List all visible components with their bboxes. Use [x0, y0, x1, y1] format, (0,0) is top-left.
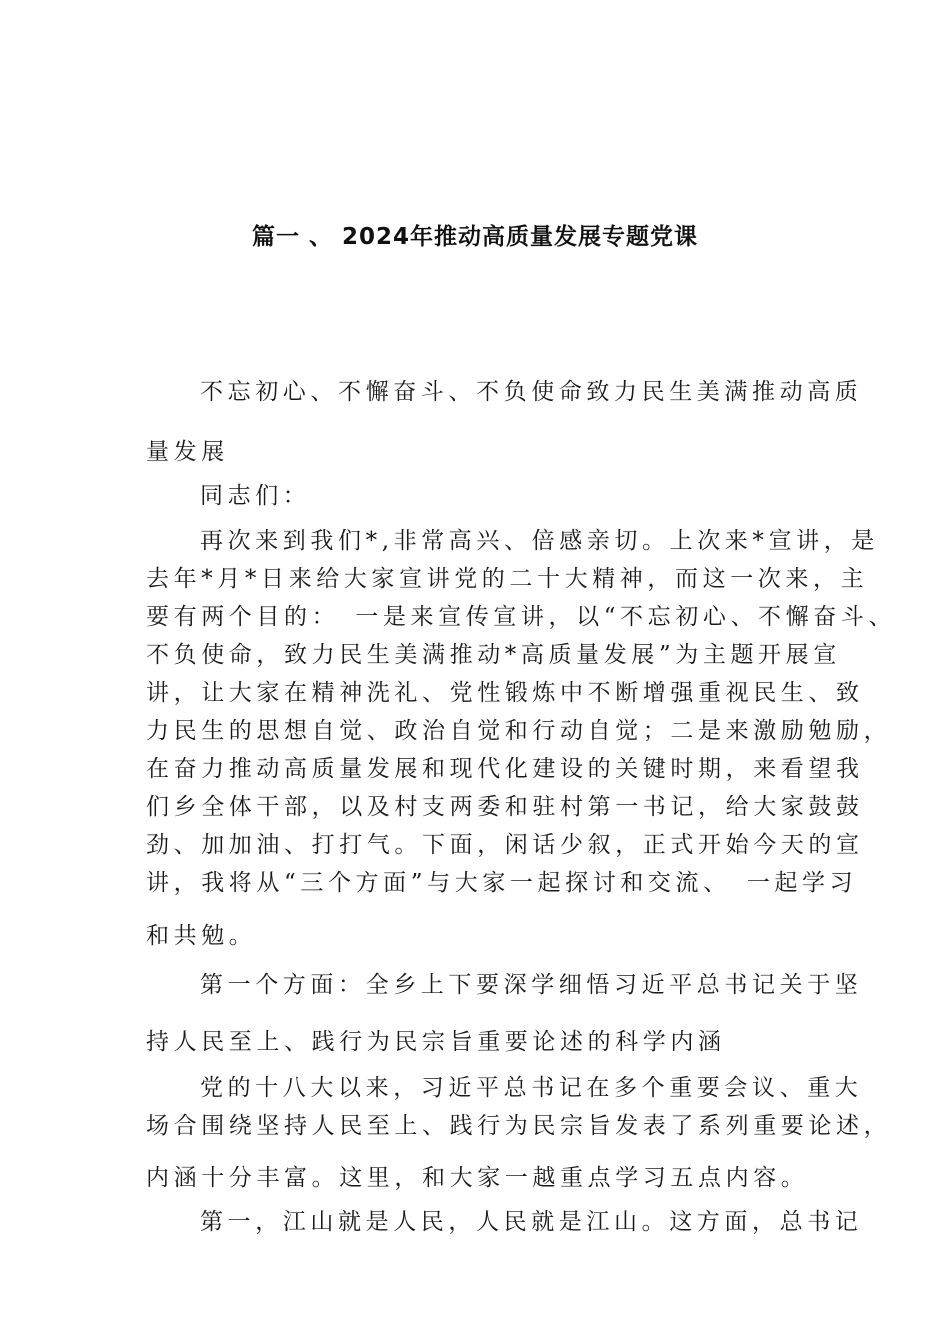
- text-line: 在奋力推动高质量发展和现代化建设的关键时期，来看望我: [146, 756, 864, 782]
- text-line: 内涵十分丰富。这里，和大家一越重点学习五点内容。: [146, 1165, 809, 1191]
- text-line: 不忘初心、不懈奋斗、不负使命致力民生美满推动高质: [200, 379, 863, 405]
- text-line: 持人民至上、践行为民宗旨重要论述的科学内涵: [146, 1029, 726, 1055]
- text-line: 们乡全体干部，以及村支两委和驻村第一书记，给大家鼓鼓: [146, 794, 864, 820]
- text-line: 同志们：: [200, 483, 311, 509]
- text-line: 和共勉。: [146, 923, 257, 949]
- text-line: 劲、加加油、打打气。下面，闲话少叙，正式开始今天的宣: [146, 832, 864, 858]
- document-title: 篇一 、 2024年推动高质量发展专题党课: [251, 224, 699, 250]
- text-line: 第一，江山就是人民，人民就是江山。这方面，总书记: [200, 1209, 863, 1235]
- text-line: 力民生的思想自觉、政治自觉和行动自觉；二是来激励勉励，: [146, 718, 892, 744]
- text-line: 场合围绕坚持人民至上、践行为民宗旨发表了系列重要论述，: [146, 1113, 892, 1139]
- text-line: 不负使命，致力民生美满推动*高质量发展”为主题开展宣: [146, 642, 841, 668]
- text-line: 再次来到我们*,非常高兴、倍感亲切。上次来*宣讲，是: [200, 528, 879, 554]
- text-line: 去年*月*日来给大家宣讲党的二十大精神，而这一次来，主: [146, 566, 869, 592]
- text-line: 讲，我将从“三个方面”与大家一起探讨和交流、 一起学习: [146, 870, 858, 896]
- text-line: 第一个方面：全乡上下要深学细悟习近平总书记关于坚: [200, 972, 863, 998]
- text-line: 讲，让大家在精神洗礼、党性锻炼中不断增强重视民生、致: [146, 680, 864, 706]
- text-line: 党的十八大以来，习近平总书记在多个重要会议、重大: [200, 1075, 863, 1101]
- text-line: 量发展: [146, 439, 229, 465]
- text-line: 要有两个目的： 一是来宣传宣讲，以“不忘初心、不懈奋斗、: [146, 604, 897, 630]
